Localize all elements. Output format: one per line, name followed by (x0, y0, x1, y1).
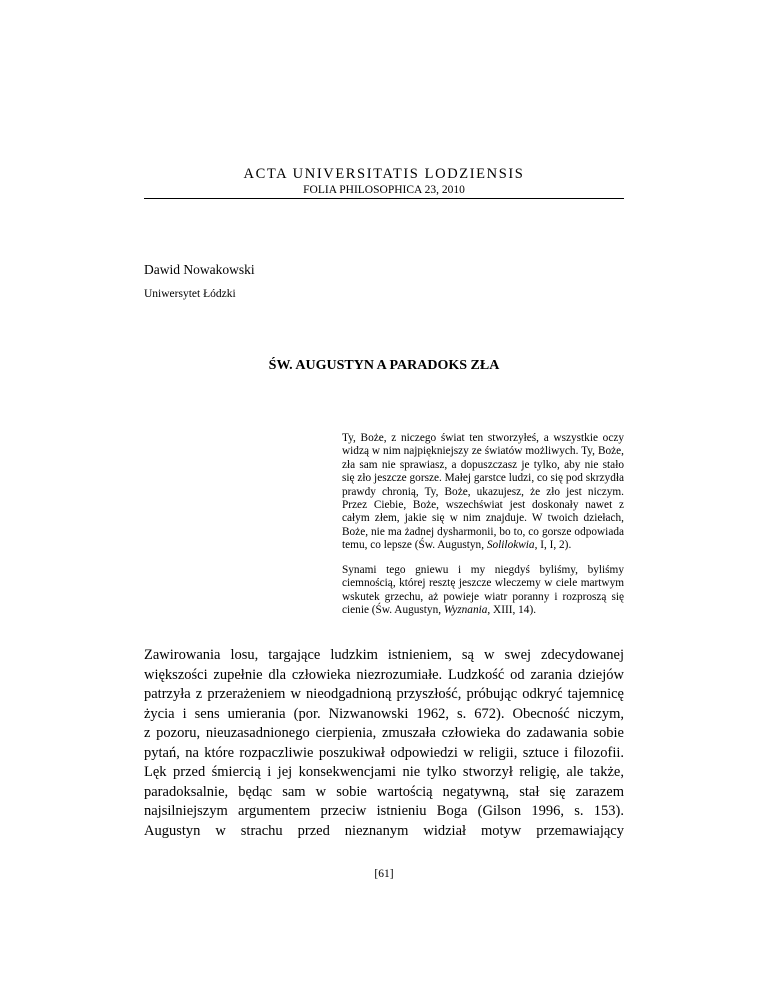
epigraph-wyznania (342, 564, 624, 618)
page-number: [61] (374, 868, 394, 880)
article-title: ŚW. AUGUSTYN A PARADOKS ZŁA (268, 358, 500, 373)
epigraph-text: Synami tego gniewu i my niegdyś byliśmy, byliśmy ciemnością, której resztę jeszcze wleczemy w ciele martwym wskutek grzechu, aż powieje wiatr poranny i rozproszą się cienie (Św. Augustyn, (342, 564, 624, 617)
epigraph-work-title: Wyznania (443, 604, 488, 617)
epigraph-solilokwia (342, 432, 624, 553)
journal-title: ACTA UNIVERSITATIS LODZIENSIS (243, 166, 525, 182)
epigraph-work-title: Solilokwia (486, 539, 535, 552)
header-divider (144, 198, 624, 199)
body-paragraph (144, 646, 624, 841)
body-line: Lęk przed śmiercią i jej konsekwencjami nie tylko stworzył religię, ale także, (144, 764, 624, 780)
body-line: życia i sens umierania (por. Nizwanowski 1962, s. 672). Obecność niczym, (144, 705, 624, 722)
epigraph-citation: , XIII, 14). (487, 604, 537, 617)
body-line: patrzyła z przerażeniem w nieodgadnioną przyszłość, próbując odkryć tajemnicę (144, 686, 624, 702)
body-line: najsilniejszym argumentem przeciw istnieniu Boga (Gilson 1996, s. 153). (144, 803, 624, 819)
body-line: Zawirowania losu, targające ludzkim istnieniem, są w swej zdecydowanej (144, 647, 624, 663)
body-line: paradoksalnie, będąc sam w sobie wartością negatywną, stał się zarazem (144, 783, 624, 800)
body-line: większości zupełnie dla człowieka niezrozumiałe. Ludzkość od zarania dziejów (144, 666, 624, 683)
epigraph-text: Ty, Boże, z niczego świat ten stworzyłeś, a wszystkie oczy widzą w nim najpiękniejszy ze światów możliwych. Ty, Boże, zła sam nie sprawiasz, a dopuszczasz je tylko, aby nie stało się zło jeszcze gorsze. Małej garstce ludzi, co się pod skrzydła prawdy chronią, Ty, Boże, ukazujesz, że zło jest niczym. Przez Ciebie, Boże, wszechświat jest doskonały nawet z całym złem, jakie się w nim znajduje. W twoich dziełach, Boże, nie ma żadnej dysharmonii, bo to, co gorsze odpowiada temu, co lepsze (Św. Augustyn, (342, 432, 624, 552)
body-line: Augustyn w strachu przed nieznanym widział motyw przemawiający (144, 822, 624, 839)
epigraph-citation: , I, I, 2). (534, 539, 572, 552)
author-name: Dawid Nowakowski (144, 262, 255, 277)
author-affiliation: Uniwersytet Łódzki (144, 288, 236, 300)
journal-series: FOLIA PHILOSOPHICA 23, 2010 (303, 184, 465, 196)
body-line: pytań, na które rozpaczliwie poszukiwał odpowiedzi w religii, sztuce i filozofii. (144, 744, 624, 761)
body-line: z pozoru, nieuzasadnionego cierpienia, zmuszała człowieka do zadawania sobie (144, 725, 624, 741)
